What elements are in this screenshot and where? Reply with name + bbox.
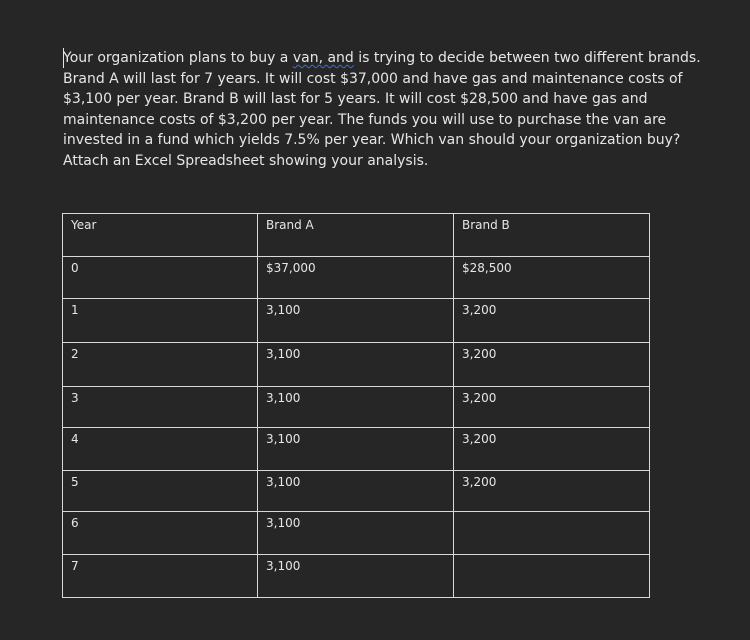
cell-brand-b[interactable]: 3,200 — [454, 428, 650, 471]
grammar-flagged-text[interactable]: van, and — [292, 50, 354, 66]
cell-year[interactable]: 1 — [63, 299, 258, 343]
cell-year[interactable]: 6 — [63, 512, 258, 555]
cell-brand-b[interactable] — [454, 512, 650, 555]
cell-year[interactable]: 2 — [63, 343, 258, 387]
cell-brand-a[interactable]: 3,100 — [258, 428, 454, 471]
table-row — [63, 428, 650, 471]
table-row — [63, 343, 650, 387]
table-row — [63, 257, 650, 299]
table-row — [63, 512, 650, 555]
header-brand-a[interactable]: Brand A — [258, 214, 454, 257]
cell-year[interactable]: 5 — [63, 471, 258, 512]
table-row — [63, 471, 650, 512]
cell-brand-b[interactable]: 3,200 — [454, 343, 650, 387]
cell-brand-a[interactable]: 3,100 — [258, 299, 454, 343]
table-row — [63, 555, 650, 598]
cell-brand-b[interactable]: 3,200 — [454, 387, 650, 428]
cell-brand-b[interactable]: 3,200 — [454, 471, 650, 512]
table-row — [63, 299, 650, 343]
cell-brand-a[interactable]: 3,100 — [258, 512, 454, 555]
cost-table — [62, 213, 650, 598]
cell-year[interactable]: 7 — [63, 555, 258, 598]
header-brand-b[interactable]: Brand B — [454, 214, 650, 257]
cell-brand-a[interactable]: $37,000 — [258, 257, 454, 299]
problem-paragraph[interactable] — [63, 48, 703, 171]
cell-brand-a[interactable]: 3,100 — [258, 555, 454, 598]
cell-year[interactable]: 0 — [63, 257, 258, 299]
cell-brand-b[interactable]: $28,500 — [454, 257, 650, 299]
cell-brand-b[interactable]: 3,200 — [454, 299, 650, 343]
cell-year[interactable]: 3 — [63, 387, 258, 428]
cell-year[interactable]: 4 — [63, 428, 258, 471]
cell-brand-a[interactable]: 3,100 — [258, 343, 454, 387]
paragraph-text-1: Your organization plans to buy a — [63, 50, 293, 66]
header-year[interactable]: Year — [63, 214, 258, 257]
table-row — [63, 387, 650, 428]
cell-brand-b[interactable] — [454, 555, 650, 598]
paragraph-text-2: is trying to decide between two different brands. Brand A will last for 7 years. It will cost $37,000 and have gas and maintenance costs of $3,100 per year. Brand B will last for 5 years. It will cost $28,500 and have gas and maintenance costs of $3,200 per year. The funds you will use to purchase the van are invested in a fund which yields 7.5% per year. Which van should your organization buy? Attach an Excel Spreadsheet showing your analysis. — [63, 50, 701, 169]
table-header-row — [63, 214, 650, 257]
cell-brand-a[interactable]: 3,100 — [258, 387, 454, 428]
cell-brand-a[interactable]: 3,100 — [258, 471, 454, 512]
